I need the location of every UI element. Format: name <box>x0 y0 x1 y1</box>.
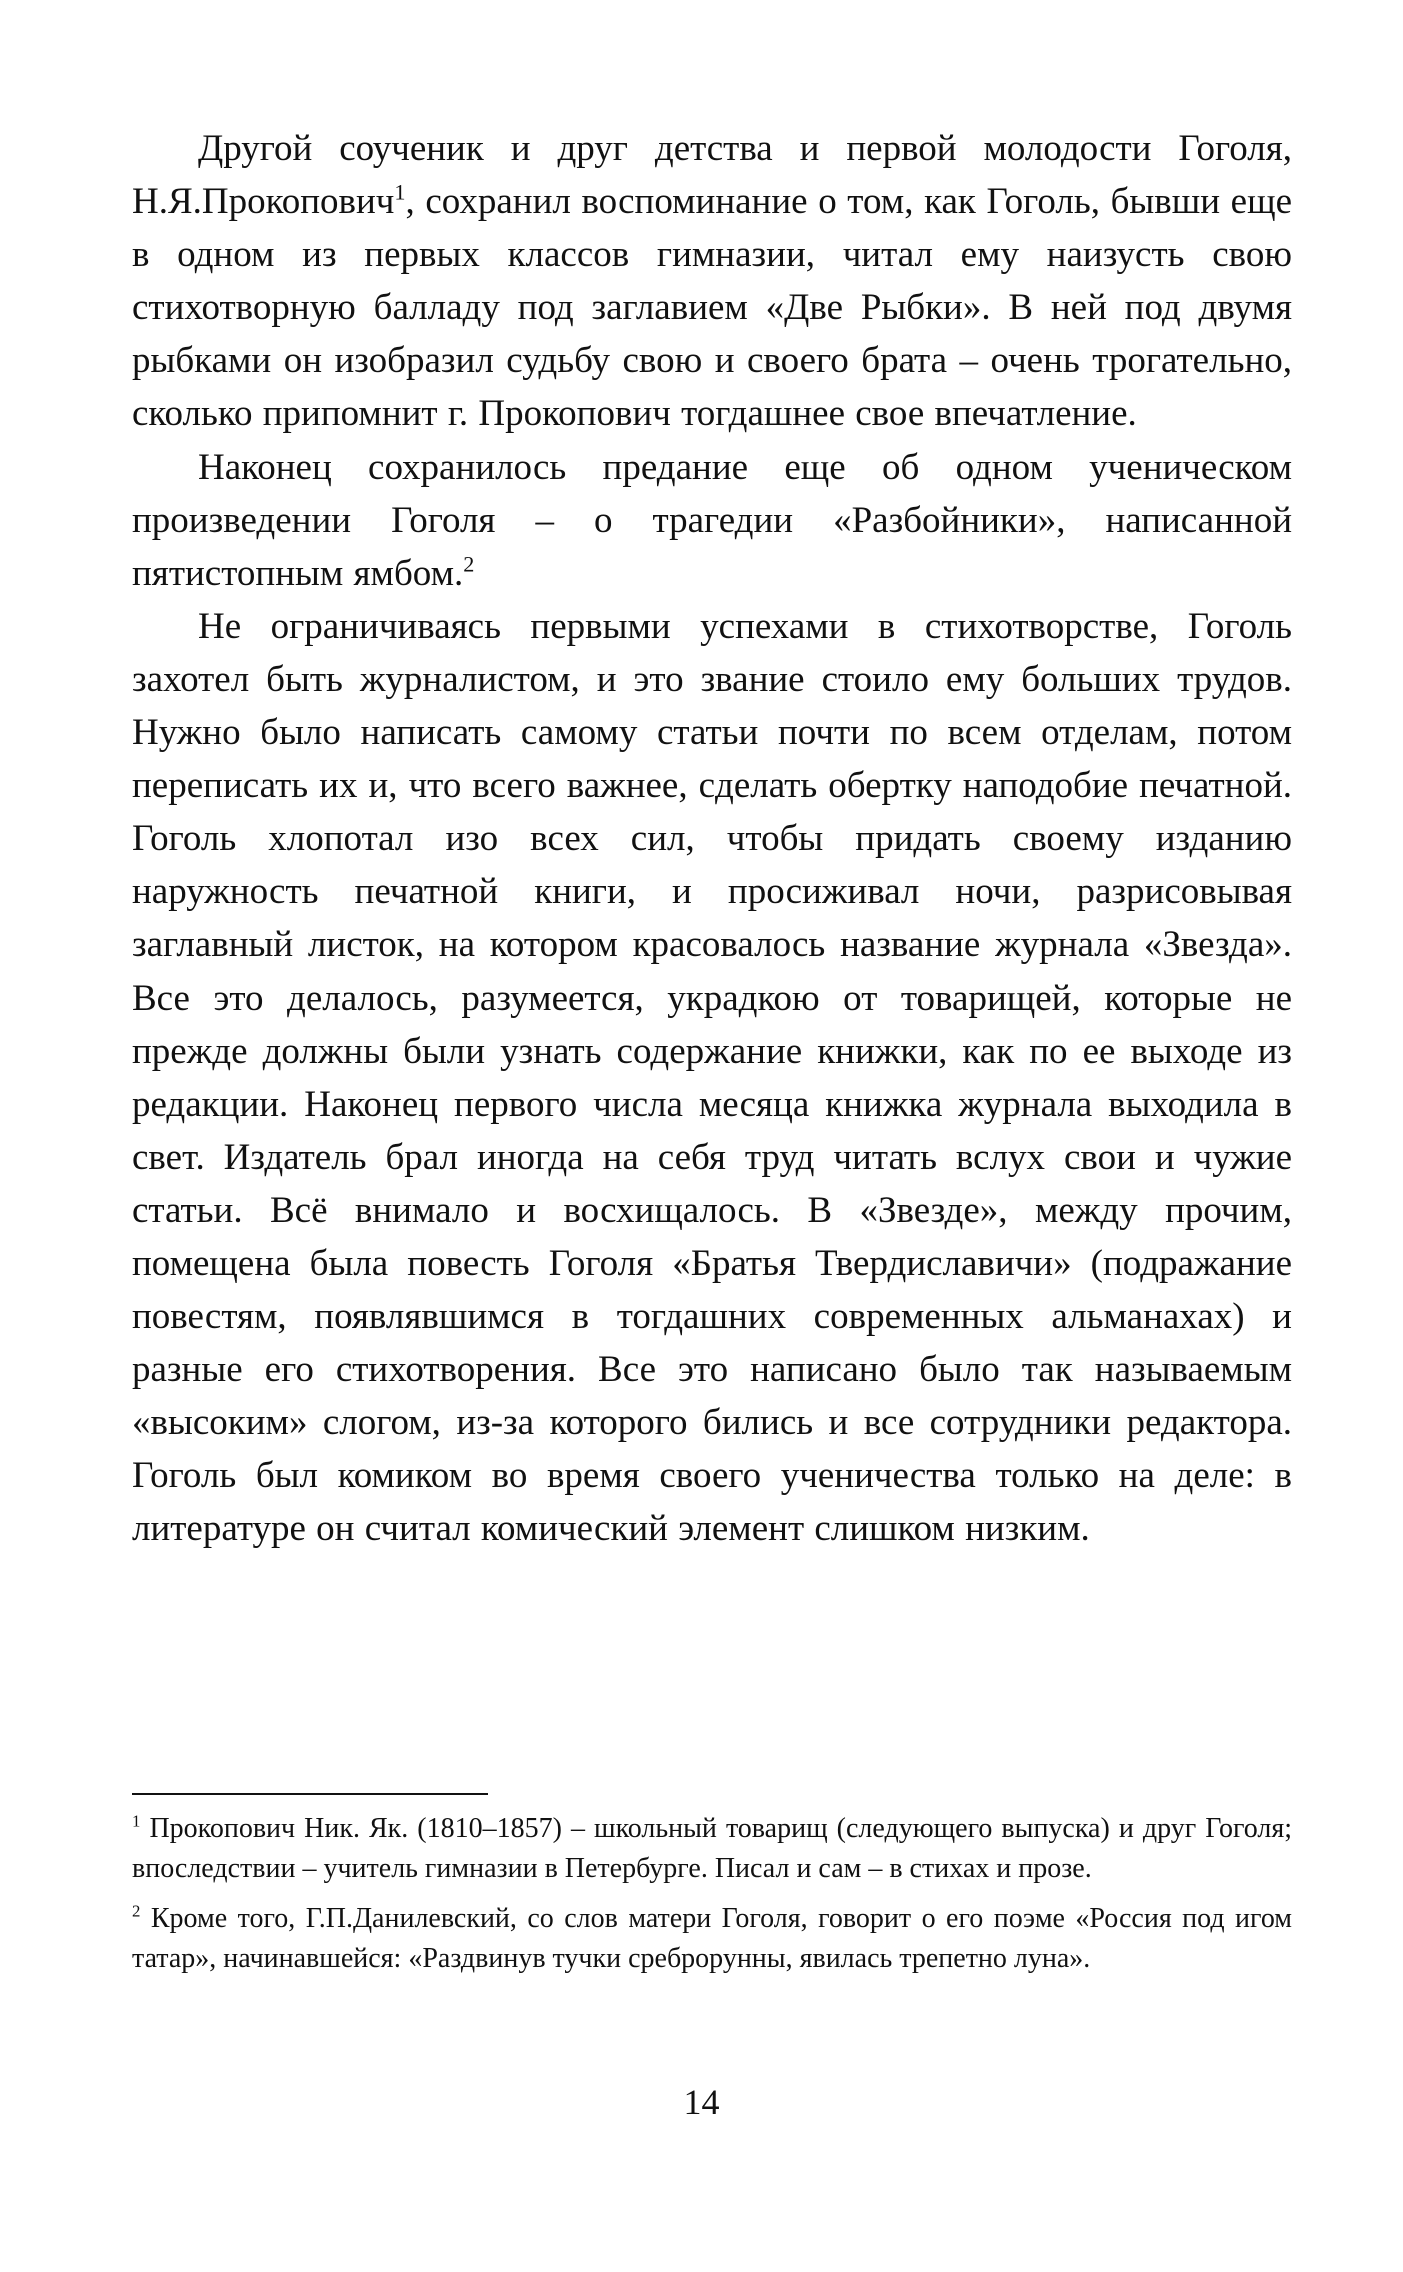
paragraph-3 <box>132 600 1292 1556</box>
paragraph-1-text-after: , сохранил воспоминание о том, как Гоголь, бывши еще в одном из первых классов гимназии, читал ему наизусть свою стихотворную балладу под заглавием «Две Рыбки». В ней под двумя рыбками он изобразил судьбу свою и своего брата – очень трогательно, сколько припомнит г. Прокопович тогдашнее свое впечатление. <box>132 181 1292 435</box>
paragraph-2-text-before: Наконец сохранилось предание еще об одном ученическом произведении Гоголя – о трагедии «Разбойники», написанной пятистопным ямбом. <box>132 446 1292 594</box>
footnotes <box>132 1809 1292 1989</box>
paragraph-1-text-before: Другой соученик и друг детства и первой молодости Гоголя, Н.Я.Прокопович <box>132 128 1292 223</box>
footnote-1-text: Прокопович Ник. Як. (1810–1857) – школьный товарищ (следующего выпуска) и друг Гоголя; впоследствии – учитель гимназии в Петербурге. Писал и сам – в стихах и прозе. <box>132 1813 1293 1884</box>
paragraph-3-text: Не ограничиваясь первыми успехами в стихотворстве, Гоголь захотел быть журналистом, и это звание стоило ему больших трудов. Нужно было написать самому статьи почти по всем отделам, потом переписать их и, что всего важнее, сделать обертку наподобие печатной. Гоголь хлопотал изо всех сил, чтобы придать своему изданию наружность печатной книги, и просиживал ночи, разрисовывая заглавный листок, на котором красовалось название журнала «Звезда». Все это делалось, разумеется, украдкою от товарищей, которые не прежде должны были узнать содержание книжки, как по ее выходе из редакции. Наконец первого числа месяца книжка журнала выходила в свет. Издатель брал иногда на себя труд читать вслух свои и чужие статьи. Всё внимало и восхищалось. В «Звезде», между прочим, помещена была повесть Гоголя «Братья Твердиславичи» (подражание повестям, появлявшимся в тогдашних современных альманахах) и разные его стихотворения. Все это написано было так называемым «высоким» слогом, из-за которого бились и все сотрудники редактора. Гоголь был комиком во время своего ученичества только на деле: в литературе он считал комический элемент слишком низким. <box>132 605 1292 1550</box>
footnote-ref-1: 1 <box>394 179 406 205</box>
footnote-2-mark: 2 <box>132 1901 141 1921</box>
footnote-1-mark: 1 <box>132 1811 141 1831</box>
paragraph-2 <box>132 441 1292 600</box>
page-number: 14 <box>683 2082 720 2122</box>
footnote-2-text: Кроме того, Г.П.Данилевский, со слов матери Гоголя, говорит о его поэме «Россия под игом татар», начинавшейся: «Раздвинув тучки среброрунны, явилась трепетно луна». <box>132 1903 1293 1974</box>
main-text <box>132 122 1292 1556</box>
footnote-2 <box>132 1899 1292 1979</box>
footnote-separator <box>132 1793 488 1795</box>
footnote-1 <box>132 1809 1292 1889</box>
paragraph-1 <box>132 122 1292 441</box>
footnote-ref-2: 2 <box>463 551 475 577</box>
